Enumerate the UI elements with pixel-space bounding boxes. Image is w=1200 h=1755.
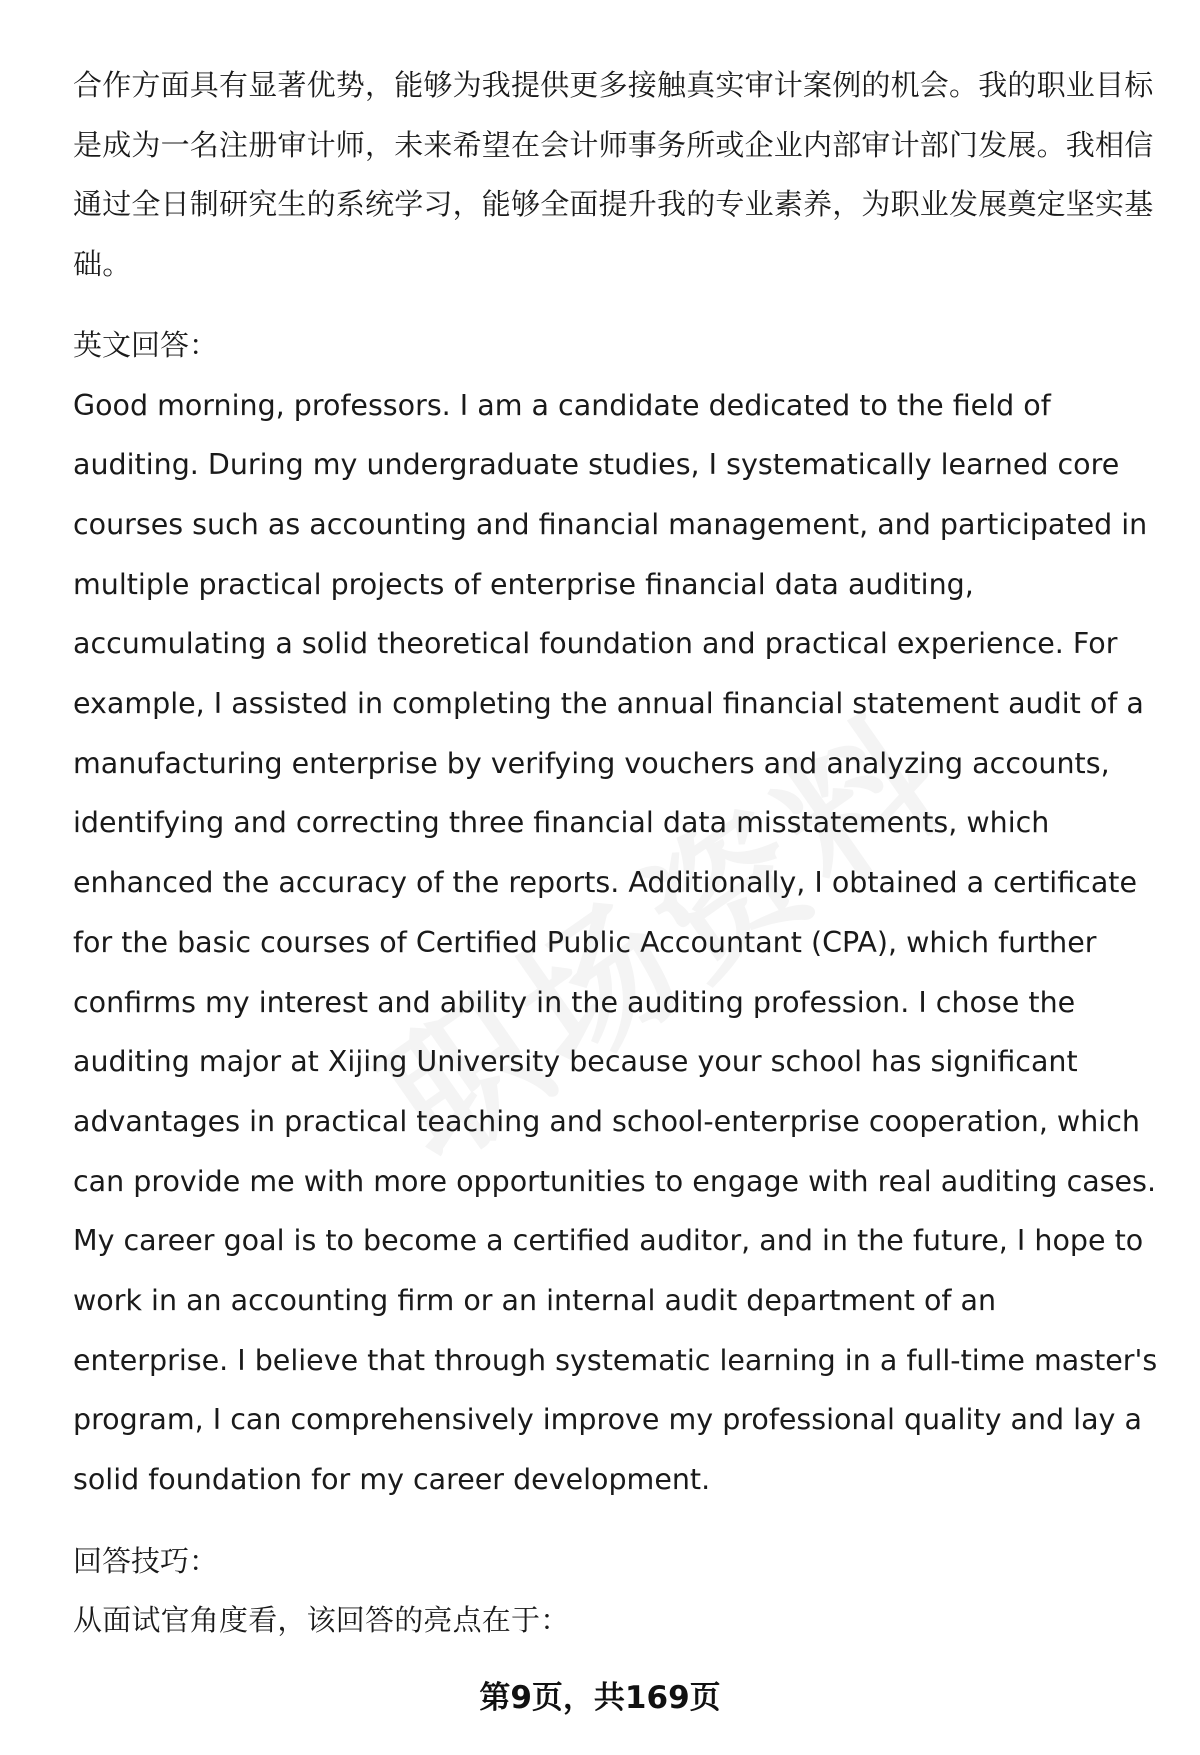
page-indicator: 第9页，共169页 <box>479 1680 721 1716</box>
tips-intro: 从面试官角度看，该回答的亮点在于： <box>73 1603 570 1638</box>
section-gap <box>73 294 1158 316</box>
section-gap <box>73 1510 1158 1532</box>
tips-label: 回答技巧： <box>73 1543 219 1578</box>
english-answer-paragraph: Good morning, professors. I am a candidate dedicated to the field of auditing. During my undergraduate studies, I systematically learned core courses such as accounting and financial management, and participated in multiple practical projects of enterprise financial data auditing, accumulating a solid theoretical foundation and practical experience. For example, I assisted in completing the annual financial statement audit of a manufacturing enterprise by verifying vouchers and analyzing accounts, identifying and correcting three financial data misstatements, which enhanced the accuracy of the reports. Additionally, I obtained a certificate for the basic courses of Certified Public Accountant (CPA), which further confirms my interest and ability in the auditing profession. I chose the auditing major at Xijing University because your school has significant advantages in practical teaching and school-enterprise cooperation, which can provide me with more opportunities to engage with real auditing cases. My career goal is to become a certified auditor, and in the future, I hope to work in an accounting firm or an internal audit department of an enterprise. I believe that through systematic learning in a full-time master's program, I can comprehensively improve my professional quality and lay a solid foundation for my career development. <box>73 388 1158 1497</box>
chinese-intro-paragraph: 合作方面具有显著优势，能够为我提供更多接触真实审计案例的机会。我的职业目标是成为一名注册审计师，未来希望在会计师事务所或企业内部审计部门发展。我相信通过全日制研究生的系统学习，能够全面提升我的专业素养，为职业发展奠定坚实基础。 <box>73 68 1154 281</box>
english-answer-label: 英文回答： <box>73 328 219 362</box>
document-body <box>73 56 1158 1651</box>
